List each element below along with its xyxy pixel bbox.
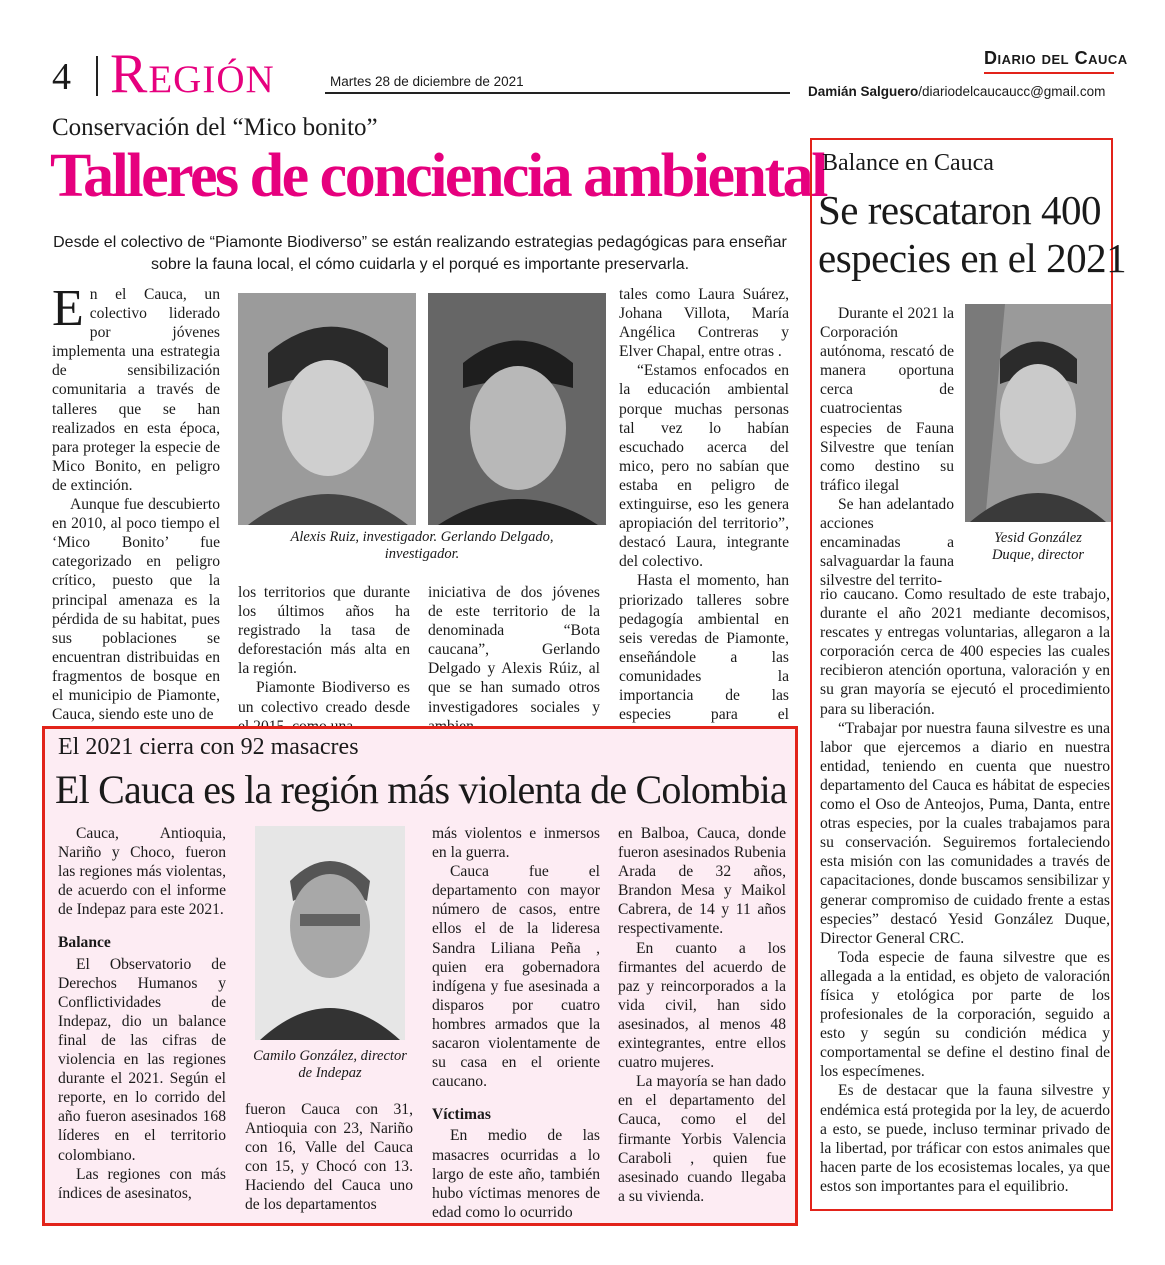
section-title: Región <box>110 43 275 105</box>
sidebar-p1: Durante el 2021 la Corporación autónoma, rescató de manera oportuna cerca de cuatrocientas especies de Fauna Silvestre que tenían como destino su tráfico ilegal <box>820 305 954 494</box>
box-col3-p1: más violentos e inmersos en la guerra. <box>432 825 600 862</box>
main-column-4 <box>619 285 789 743</box>
sidebar-p2a: Se han adelantado acciones encaminadas a salvaguardar la fauna silvestre del territo- <box>820 495 954 590</box>
box-col1-p3: Las regiones con más índices de asesinatos, <box>58 1165 226 1202</box>
logo-rule <box>984 72 1114 74</box>
portrait-icon <box>238 293 416 525</box>
sidebar-p3: “Trabajar por nuestra fauna silvestre es una labor que ejercemos a diario en nuestra entidad, teniendo en cuenta que nuestro departamento del Cauca es hábitat de especies como el Oso de Anteojos, Puma, Danta, entre otras especies, por la cuales trabajamos para su conservación. Seguiremos fortaleciendo esta misión con las comunidades a través de capacitaciones, donde buscamos sensibilizar y generar compromiso de cuidado frente a estas especies” destacó Yesid González Duque, Director General CRC. <box>820 719 1110 947</box>
main-caption-line1: Alexis Ruiz, investigador. Gerlando Delgado, <box>290 529 554 545</box>
sidebar-photo-caption <box>965 530 1111 564</box>
main-col4-p2: “Estamos enfocados en la educación ambiental porque muchas personas tal vez lo habían escuchado acerca del mico, pero no sabían que estaba en peligro de extinguirse, eso les genera apropiación del territorio”, destacó Laura, integrante del colectivo. <box>619 362 789 571</box>
portrait-icon <box>428 293 606 525</box>
main-lead-line1: Desde el colectivo de “Piamonte Biodiverso” se están realizando estrategias pedagógicas para enseñar <box>53 234 787 251</box>
sidebar-p2b: rio caucano. Como resultado de este trabajo, durante el año 2021 mediante decomisos, rescates y entregas voluntarias, allegaron a la corporación cerca de 400 especies las cuales recibieron atención oportuna, valoración y en su gran mayoría se ejecutó el procedimiento para su liberación. <box>820 586 1110 718</box>
box-column-2 <box>245 1100 413 1215</box>
main-col3-p1: iniciativa de dos jóvenes de este territorio de la denominada “Bota caucana”, Gerlando Delgado y Alexis Rúiz, al que se han sumado otros investigadores sociales y <box>428 584 600 716</box>
main-column-1 <box>52 280 220 724</box>
sidebar-headline-line2: especies en el 2021 <box>818 235 1127 281</box>
box-subhead-balance: Balance <box>58 934 111 952</box>
photo-gerlando-delgado <box>428 293 606 525</box>
sidebar-kicker: Balance en Cauca <box>822 150 994 176</box>
author-line <box>808 84 1105 99</box>
sidebar-top-column <box>820 304 954 590</box>
photo-camilo-gonzalez <box>255 826 405 1040</box>
main-lead <box>40 232 800 276</box>
box-col1-p1: Cauca, Antioquia, Nariño y Choco, fueron las regiones más violentas, de acuerdo con el informe de Indepaz para este 2021. <box>58 825 226 919</box>
box-column-3 <box>432 824 600 1222</box>
box-col4-p1: en Balboa, Cauca, donde fueron asesinados Rubenia Arada de 32 años, Brandon Mesa y Maikol Cabrera, de 14 y 11 años respectivamente. <box>618 825 786 938</box>
box-col4-p3: La mayoría se han dado en el departamento del Cauca, como el del firmante Yorbis Valencia Caraboli , quien fue asesinado cuando llegaba a su vivienda. <box>618 1073 786 1205</box>
newspaper-logo: Diario del Cauca <box>984 48 1128 68</box>
sidebar-p4: Toda especie de fauna silvestre que es allegada a la entidad, es objeto de valoración física y etológica por parte de los profesionales de la corporación, seguido a esto y según su condición médica y comportamental se define el destino final de los especímenes. <box>820 948 1110 1081</box>
sidebar-caption-line1: Yesid González <box>994 530 1082 546</box>
author-email: /diariodelcaucaucc@gmail.com <box>918 84 1106 99</box>
box-col3-p3: En medio de las masacres ocurridas a lo largo de este año, también hubo víctimas menores de edad como lo ocurrido <box>432 1127 600 1221</box>
sidebar-headline-line1: Se rescataron 400 <box>818 187 1101 233</box>
sidebar-bottom-column <box>820 585 1110 1196</box>
box-caption-line1: Camilo González, director <box>253 1048 407 1064</box>
box-column-1 <box>58 824 226 1203</box>
sidebar-headline <box>818 186 1127 282</box>
box-photo-caption <box>245 1048 415 1082</box>
box-caption-line2: de Indepaz <box>298 1065 362 1081</box>
box-col4-p2: En cuanto a los firmantes del acuerdo de paz y reincorporados a la vida civil, han sido asesinados, al menos 48 exintegrantes, entre ellos cuatro mujeres. <box>618 939 786 1072</box>
main-lead-line2: sobre la fauna local, el cómo cuidarla y el porqué es importante preservarla. <box>150 256 690 273</box>
sidebar-p5: Es de destacar que la fauna silvestre y endémica está protegida por la ley, de acuerdo a esto, se puede, incluso terminar privado de la libertad, por tráficar con estos animales que hacen parte de los ecosistemas locales, ya que estos son importantes para el equilibrio. <box>820 1082 1110 1195</box>
box-col2-p1: fueron Cauca con 31, Antioquia con 23, Nariño con 16, Valle del Cauca con 15, y Chocó con 13. Haciendo del Cauca uno de los departamentos <box>245 1101 413 1214</box>
main-col1-p2: Aunque fue descubierto en 2010, al poco tiempo el ‘Mico Bonito’ fue categorizado en peligro crítico, puesto que la principal amenaza es la pérdida de su habitat, pues sus poblaciones se encuentran distribuidas en fragmentos de bosque en el municipio de Piamonte, Cauca, siendo este uno de <box>52 496 220 724</box>
main-column-2 <box>238 583 410 736</box>
photo-alexis-ruiz <box>238 293 416 525</box>
main-col1-p1: n el Cauca, un colectivo liderado por jóvenes implementa una estrategia de sensibilización comunitaria a través de talleres que se han realizados en esta época, para proteger la especie de Mico Bonito, en peligro de extinción. <box>52 286 220 494</box>
main-kicker: Conservación del “Mico bonito” <box>52 114 378 141</box>
box-subhead-victimas: Víctimas <box>432 1106 491 1124</box>
photo-yesid-gonzalez <box>965 304 1111 522</box>
author-name: Damián Salguero <box>808 84 919 99</box>
box-col3-p2: Cauca fue el departamento con mayor número de casos, entre ellos el de la lideresa Sandra Liliana Peña , quien era gobernadora indígena y fue asesinada a disparos por cuatro hombres armados que la sacaron violentamente de su casa en el oriente caucano. <box>432 863 600 1091</box>
box-column-4 <box>618 824 786 1206</box>
main-caption-line2: investigador. <box>384 546 460 562</box>
header-rule <box>325 92 790 94</box>
page-header <box>0 0 1165 110</box>
page-number: 4 <box>52 56 71 98</box>
main-col2-p1: los territorios que durante los últimos años ha registrado la tasa de deforestación más alta en la región. <box>238 584 410 678</box>
header-divider <box>96 56 98 96</box>
sidebar-caption-line2: Duque, director <box>991 547 1085 563</box>
issue-date: Martes 28 de diciembre de 2021 <box>330 74 524 89</box>
main-col4-p1: tales como Laura Suárez, Johana Villota, María Angélica Contreras y Elver Chapal, entre otras . <box>619 286 789 361</box>
main-col2-p2: Piamonte Biodiverso es un colectivo creado desde <box>238 679 410 716</box>
portrait-icon <box>255 826 405 1040</box>
drop-cap: E <box>52 280 84 337</box>
main-photo-caption <box>238 529 606 563</box>
box-headline: El Cauca es la región más violenta de Colombia <box>55 767 787 812</box>
main-col4-p3: Hasta el momento, han priorizado talleres sobre pedagogía ambiental en seis veredas de Piamonte, enseñándole a las comunidades la importancia de las especies para el <box>619 572 789 724</box>
main-column-3 <box>428 583 600 736</box>
main-headline: Talleres de conciencia ambiental <box>50 142 826 210</box>
box-kicker: El 2021 cierra con 92 masacres <box>58 734 359 760</box>
box-col1-p2: El Observatorio de Derechos Humanos y Conflictividades de Indepaz, dio un balance final de las cifras de violencia en las regiones durante el 2021. Según el reporte, en lo corrido del año fueron asesinados 168 líderes en el territorio colombiano. <box>58 955 226 1164</box>
portrait-icon <box>965 304 1111 522</box>
